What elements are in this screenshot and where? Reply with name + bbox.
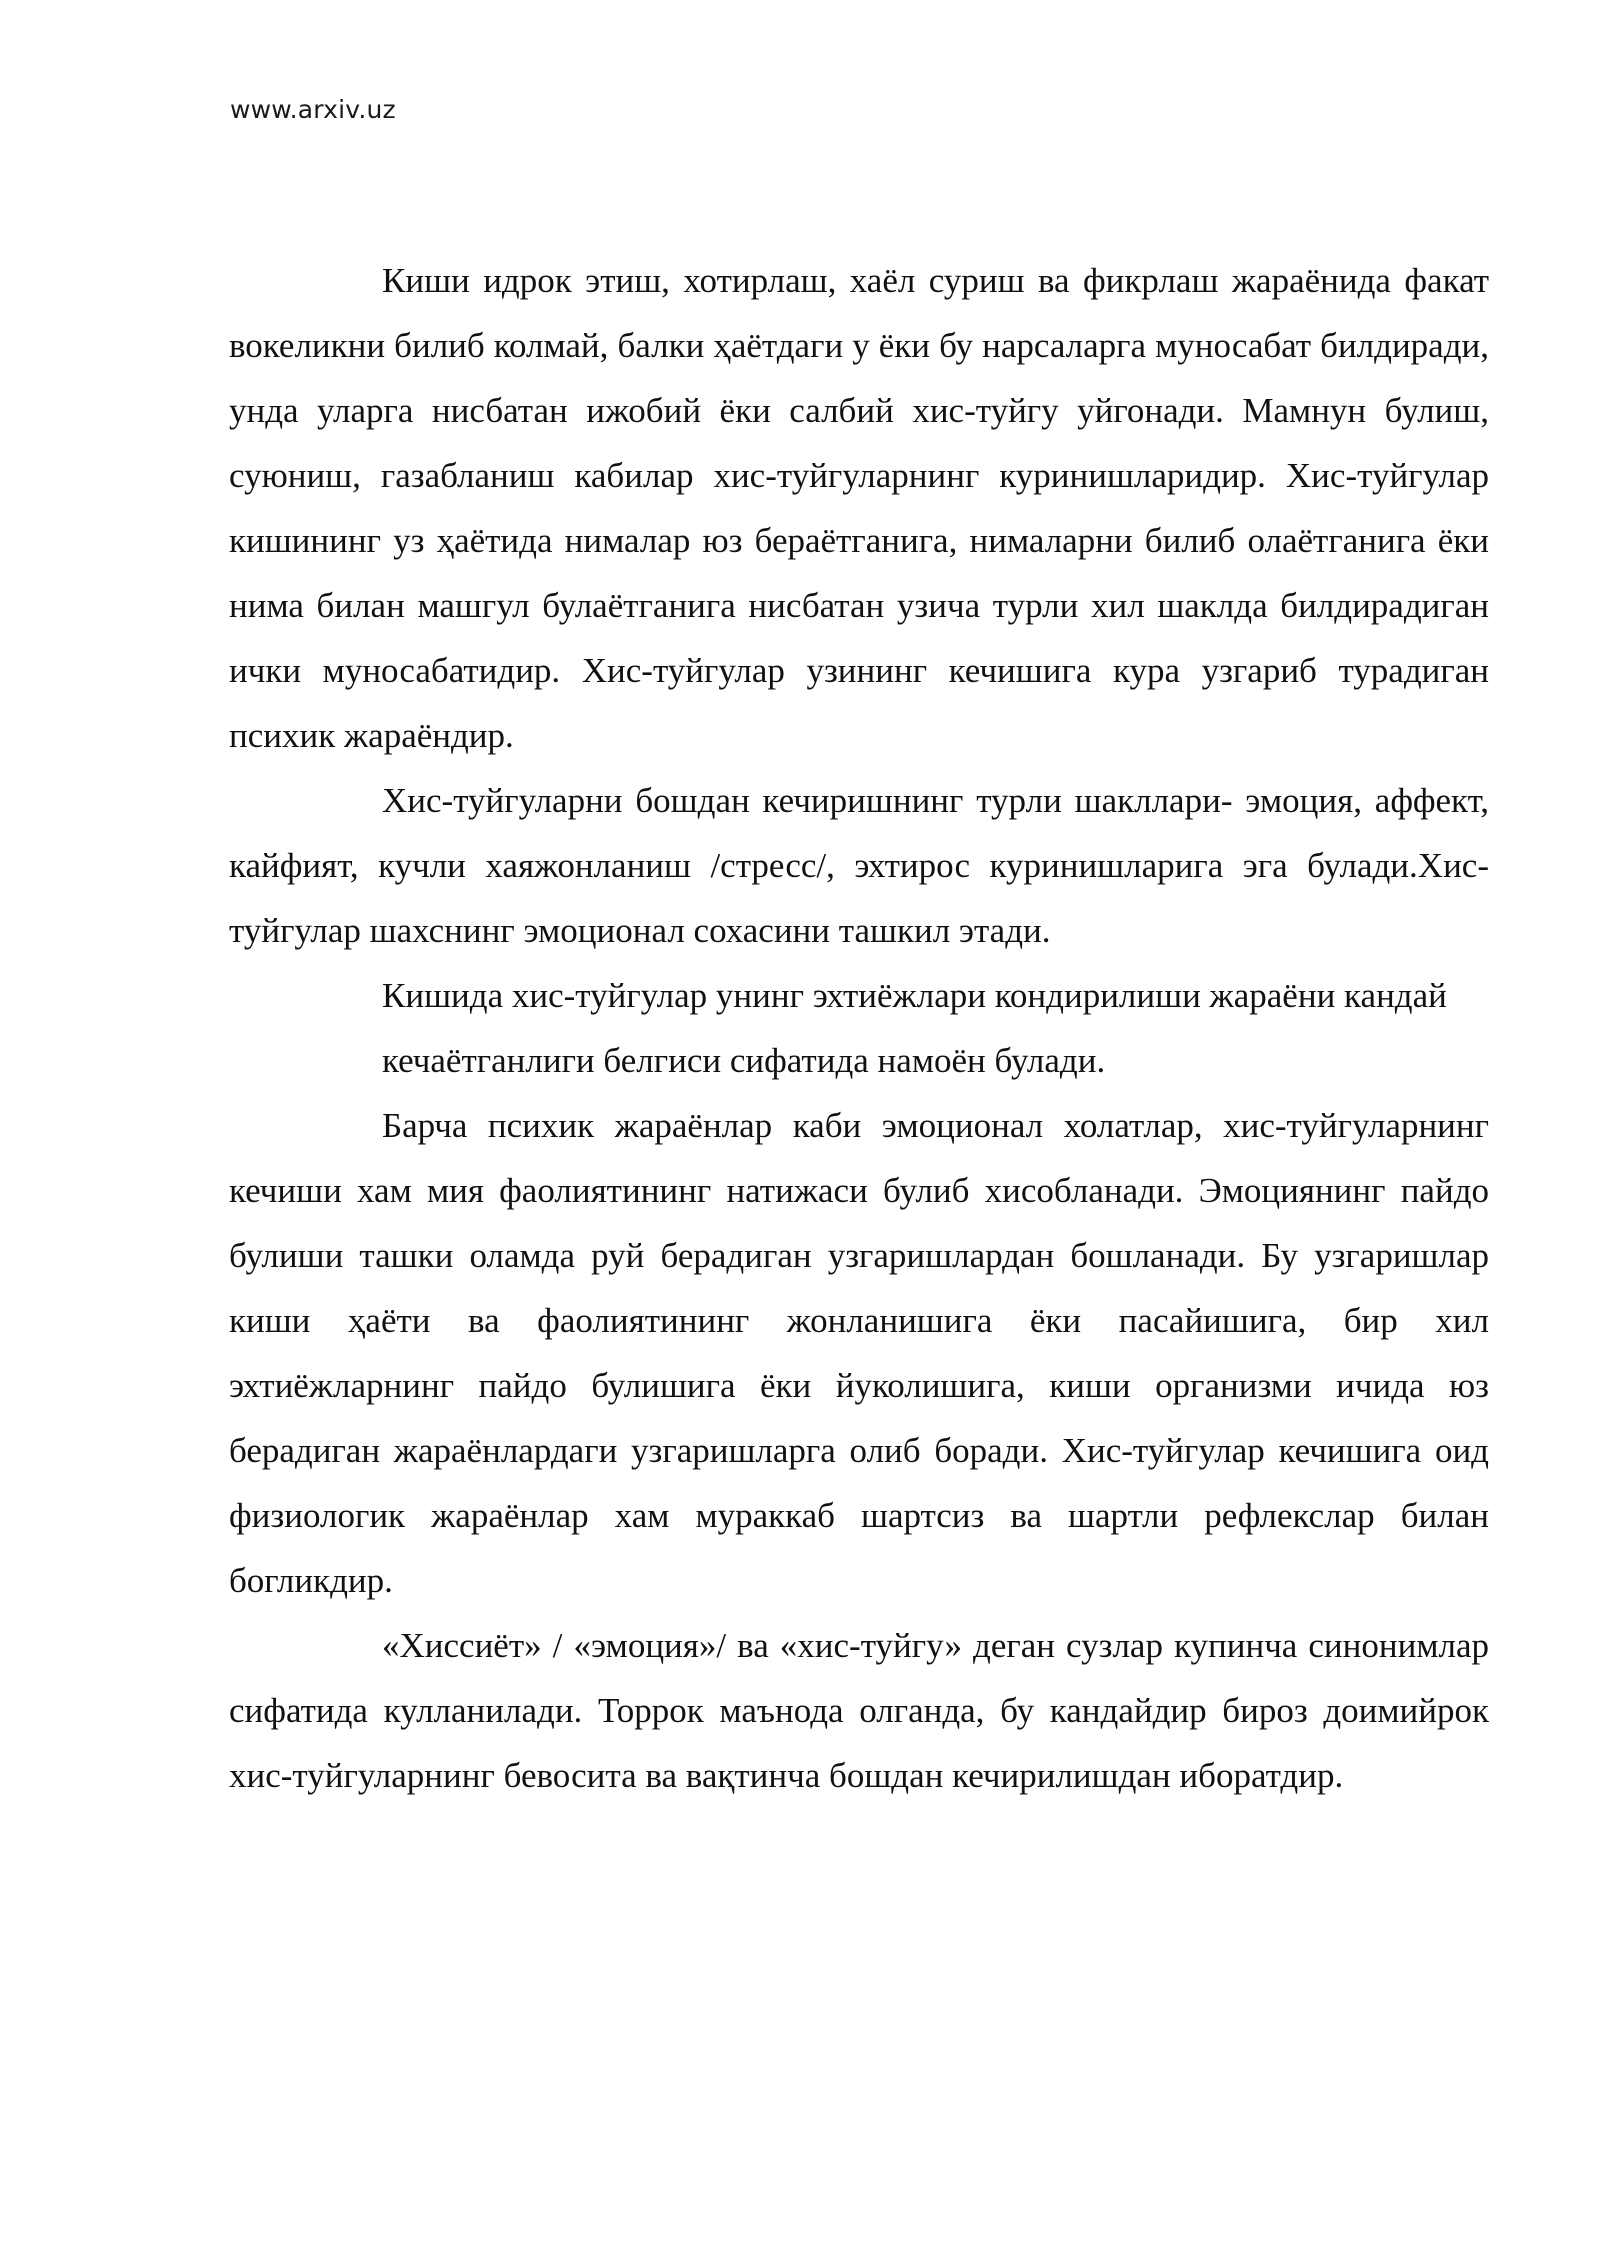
paragraph-1: Киши идрок этиш, хотирлаш, хаёл суриш ва фикрлаш жараёнида факат вокеликни билиб колмай, балки ҳаётдаги у ёки бу нарсаларга муносабат билдиради, унда уларга нисбатан ижобий ёки салбий хис-туйгу уйгонади. Мамнун булиш, суюниш, газабланиш кабилар хис-туйгуларнинг куринишларидир. Хис-туйгулар кишининг уз ҳаётида нималар юз бераётганига, нималарни билиб олаётганига ёки нима билан машгул булаётганига нисбатан узича турли хил шаклда билдирадиган ички муносабатидир. Хис-туйгулар узининг кечишига кура узгариб турадиган психик жараёндир. <box>229 261 1489 755</box>
paragraph-4: кечаётганлиги белгиси сифатида намоён булади. <box>382 1041 1106 1080</box>
document-body <box>229 248 1489 1808</box>
paragraph-3: Кишида хис-туйгулар унинг эхтиёжлари кондирилиши жараёни кандай <box>382 976 1447 1015</box>
paragraph-2: Хис-туйгуларни бошдан кечиришнинг турли шакллари- эмоция, аффект, кайфият, кучли хаяжонланиш /стресс/, эхтирос куринишларига эга булади.Хис- туйгулар шахснинг эмоционал сохасини ташкил этади. <box>229 781 1489 950</box>
paragraph-6: «Хиссиёт» / «эмоция»/ ва «хис-туйгу» деган сузлар купинча синонимлар сифатида кулланилади. Торрок маънода олганда, бу кандайдир бироз доимийрок хис-туйгуларнинг бевосита ва вақтинча бошдан кечирилишдан иборатдир. <box>229 1626 1489 1795</box>
paragraph-5: Барча психик жараёнлар каби эмоционал холатлар, хис-туйгуларнинг кечиши хам мия фаолиятининг натижаси булиб хисобланади. Эмоциянинг пайдо булиши ташки оламда руй берадиган узгаришлардан бошланади. Бу узгаришлар киши ҳаёти ва фаолиятининг жонланишига ёки пасайишига, бир хил эхтиёжларнинг пайдо булишига ёки йуколишига, киши организми ичида юз берадиган жараёнлардаги узгаришларга олиб боради. Хис-туйгулар кечишига оид физиологик жараёнлар хам мураккаб шартсиз ва шартли рефлекслар билан богликдир. <box>229 1106 1489 1600</box>
header-url: www.arxiv.uz <box>230 95 396 124</box>
